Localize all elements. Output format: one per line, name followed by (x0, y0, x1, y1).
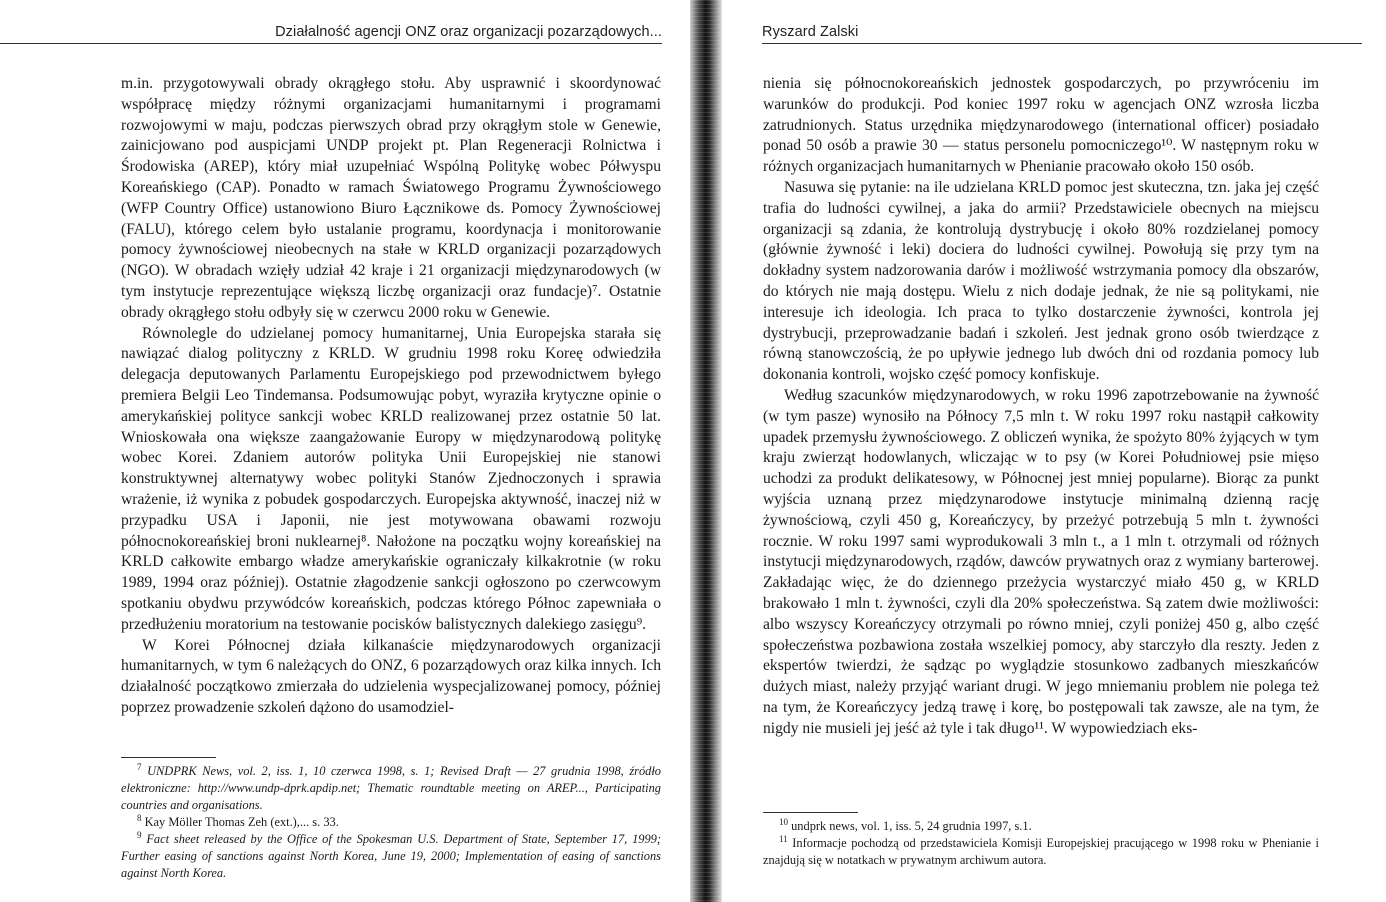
running-head-right: Ryszard Zalski (762, 24, 1362, 44)
footnote-text: Fact sheet released by the Office of the Spokesman U.S. Department of State, September 17, 1999; Further easing of sanctions against North Korea, June 19, 2000; Implementation of easing of sanctions against North Korea. (121, 832, 661, 880)
right-paragraph-2: Nasuwa się pytanie: na ile udzielana KRLD pomoc jest skuteczna, tzn. jaka jej część trafia do ludności cywilnej, a jaka do armii? Przedstawiciele obecnych na miejscu organizacji są zdania, że kontrolują dystrybucję i około 80% rozdzielanej pomocy (głównie żywność i leki) dociera do ludności cywilnej. Powołują się przy tym na dokładny system nadzorowania darów i możliwość wstrzymania pomocy dla obszarów, do których nie mają dostępu. Wielu z nich dodaje jednak, że nie są politykami, nie interesuje ich ideologia. Ich praca to tylko dostarczenie żywności, kontrola jej dystrybucji, przeprowadzanie badań i szkoleń. Jest jednak grono osób twierdzące z równą stanowczością, że po upływie jednego lub dwóch dni od rozdania pomocy lub dokonania kontroli, wojsko część pomocy konfiskuje. (763, 178, 1319, 384)
footnote-number: 10 (779, 817, 788, 827)
right-footnote-rule (763, 812, 858, 813)
footnote-11 (763, 835, 1319, 869)
left-paragraph-2: Równolegle do udzielanej pomocy humanitarnej, Unia Europejska starała się nawiązać dialog polityczny z KRLD. W grudniu 1998 roku Koreę odwiedziła delegacja deputowanych Parlamentu Europejskiego pod przewodnictwem byłego premiera Belgii Leo Tindemansa. Podsumowując pobyt, wyraziła krytyczne opinie o amerykańskiej polityce sankcji wobec KRLD realizowanej przez ostatnie 50 lat. Wnioskowała ona większe zaangażowanie Europy w międzynarodową politykę wobec Korei. Zdaniem autorów polityka Unii Europejskiej nie stanowi konstruktywnej alternatywy wobec polityki Stanów Zjednoczonych i sprawia wrażenie, iż wynika z pobudek gospodarczych. Europejska aktywność, inaczej niż w przypadku USA i Japonii, nie jest motywowana obawami rozwoju północnokoreańskiej broni nuklearnej⁸. Nałożone na początku wojny koreańskiej na KRLD całkowite embargo władze amerykańskie ograniczały kilkakrotnie (w roku 1989, 1994 oraz później). Ostatnie złagodzenie sankcji ogłoszono po czerwcowym spotkaniu obydwu przywódców koreańskich, podczas którego Północ zapewniała o przedłużeniu moratorium na testowanie pocisków balistycznych dalekiego zasięgu⁹. (121, 324, 661, 633)
left-body-text (121, 74, 661, 719)
right-footnotes (763, 818, 1319, 869)
footnote-7 (121, 763, 661, 814)
footnote-10 (763, 818, 1319, 835)
footnote-9 (121, 831, 661, 882)
left-footnotes (121, 763, 661, 882)
footnote-text: undprk news, vol. 1, iss. 5, 24 grudnia 1997, s.1. (791, 819, 1032, 833)
left-footnote-rule (121, 757, 216, 758)
right-body-text (763, 74, 1319, 740)
running-head-left: Działalność agencji ONZ oraz organizacji pozarządowych... (0, 24, 662, 44)
left-paragraph-3: W Korei Północnej działa kilkanaście międzynarodowych organizacji humanitarnych, w tym 6 należących do ONZ, 6 pozarządowych oraz kilka innych. Ich działalność początkowo zmierzała do udzielenia wyspecjalizowanej pomocy, później poprzez prowadzenie szkoleń dążono do usamodziel- (121, 636, 661, 716)
book-gutter (690, 0, 722, 902)
footnote-number: 11 (779, 834, 788, 844)
left-paragraph-1: m.in. przygotowywali obrady okrągłego stołu. Aby usprawnić i skoordynować współpracę między różnymi organizacjami humanitarnymi i programami rozwojowymi w maju, podczas pierwszych obrad przy okrągłym stole w Genewie, zainicjowano pod auspicjami UNDP projekt pt. Plan Regeneracji Rolnictwa i Środowiska (AREP), który miał uzupełniać Wspólną Politykę wobec Półwyspu Koreańskiego (CAP). Ponadto w ramach Światowego Programu Żywnościowego (WFP Country Office) ustanowiono Biuro Łącznikowe ds. Pomocy Żywnościowej (FALU), którego celem było ustalanie programu, koordynacja i monitorowanie pomocy żywnościowej nieobecnych na stałe w KRLD organizacji pozarządowych (NGO). W obradach wzięły udział 42 kraje i 21 organizacji międzynarodowych (w tym instytucje reprezentujące większą liczbę organizacji oraz fundacje)⁷. Ostatnie obrady okrągłego stołu odbyły się w czerwcu 2000 roku w Genewie. (121, 75, 661, 321)
footnote-number: 8 (137, 813, 142, 823)
footnote-number: 7 (137, 762, 142, 772)
left-page (0, 0, 690, 902)
footnote-number: 9 (137, 830, 142, 840)
right-paragraph-1: nienia się północnokoreańskich jednostek gospodarczych, po przywróceniu im warunków do produkcji. Pod koniec 1997 roku w agencjach ONZ wzrosła liczba zatrudnionych. Status urzędnika międzynarodowego (international officer) posiadało ponad 50 osób a prawie 30 — status personelu pomocniczego¹⁰. W następnym roku w różnych organizacjach humanitarnych w Phenianie pracowało około 150 osób. (763, 75, 1319, 176)
footnote-text: Informacje pochodzą od przedstawiciela Komisji Europejskiej pracującego w 1998 roku w Phenianie i znajdują się w notatkach w prywatnym archiwum autora. (763, 836, 1319, 867)
footnote-text: Kay Möller Thomas Zeh (ext.),... s. 33. (144, 815, 339, 829)
right-page (722, 0, 1386, 902)
footnote-8 (121, 814, 661, 831)
footnote-text: UNDPRK News, vol. 2, iss. 1, 10 czerwca 1998, s. 1; Revised Draft — 27 grudnia 1998, źródło elektroniczne: http://www.undp-dprk.apdip.net; Thematic roundtable meeting on AREP..., Participating countries and organisations. (121, 764, 661, 812)
right-paragraph-3: Według szacunków międzynarodowych, w roku 1996 zapotrzebowanie na żywność (w tym pasze) wynosiło na Północy 7,5 mln t. W roku 1997 roku nastąpił całkowity upadek przemysłu żywnościowego. Z obliczeń wynika, że spożyto 80% żyjących w tym kraju zwierząt hodowlanych, wliczając w to psy (w Korei Południowej psie mięso uchodzi za produkt delikatesowy, w Północnej jest mniej popularne). Biorąc za punkt wyjścia uznaną przez międzynarodowe instytucje minimalną dzienną rację żywnościową, czyli 450 g, Koreańczycy, by przeżyć potrzebują 5 mln t. żywności rocznie. W roku 1997 sami wyprodukowali 3 mln t., a 1 mln t. otrzymali od różnych instytucji międzynarodowych, rządów, dawców prywatnych oraz z wymiany barterowej. Zakładając więc, że do dziennego przeżycia wystarczyć miało 450 g, w KRLD brakowało 1 mln t. żywności, czyli dla 20% społeczeństwa. Są zatem dwie możliwości: albo wszyscy Koreańczycy otrzymali po równo mniej, czyli poniżej 450 g, albo część społeczeństwa pozbawiona została wszelkiej pomocy, aby starczyło dla reszty. Jeden z ekspertów twierdzi, że sądząc po wyglądzie stosunkowo zadbanych mieszkańców dużych miast, należy przyjąć wariant drugi. W jego mniemaniu problem nie polega też na tym, że Koreańczycy jedzą trawę i korę, bo postępowali tak zawsze, ale na tym, że nigdy nie musieli jej jeść aż tyle i tak długo¹¹. W wypowiedziach eks- (763, 386, 1319, 737)
